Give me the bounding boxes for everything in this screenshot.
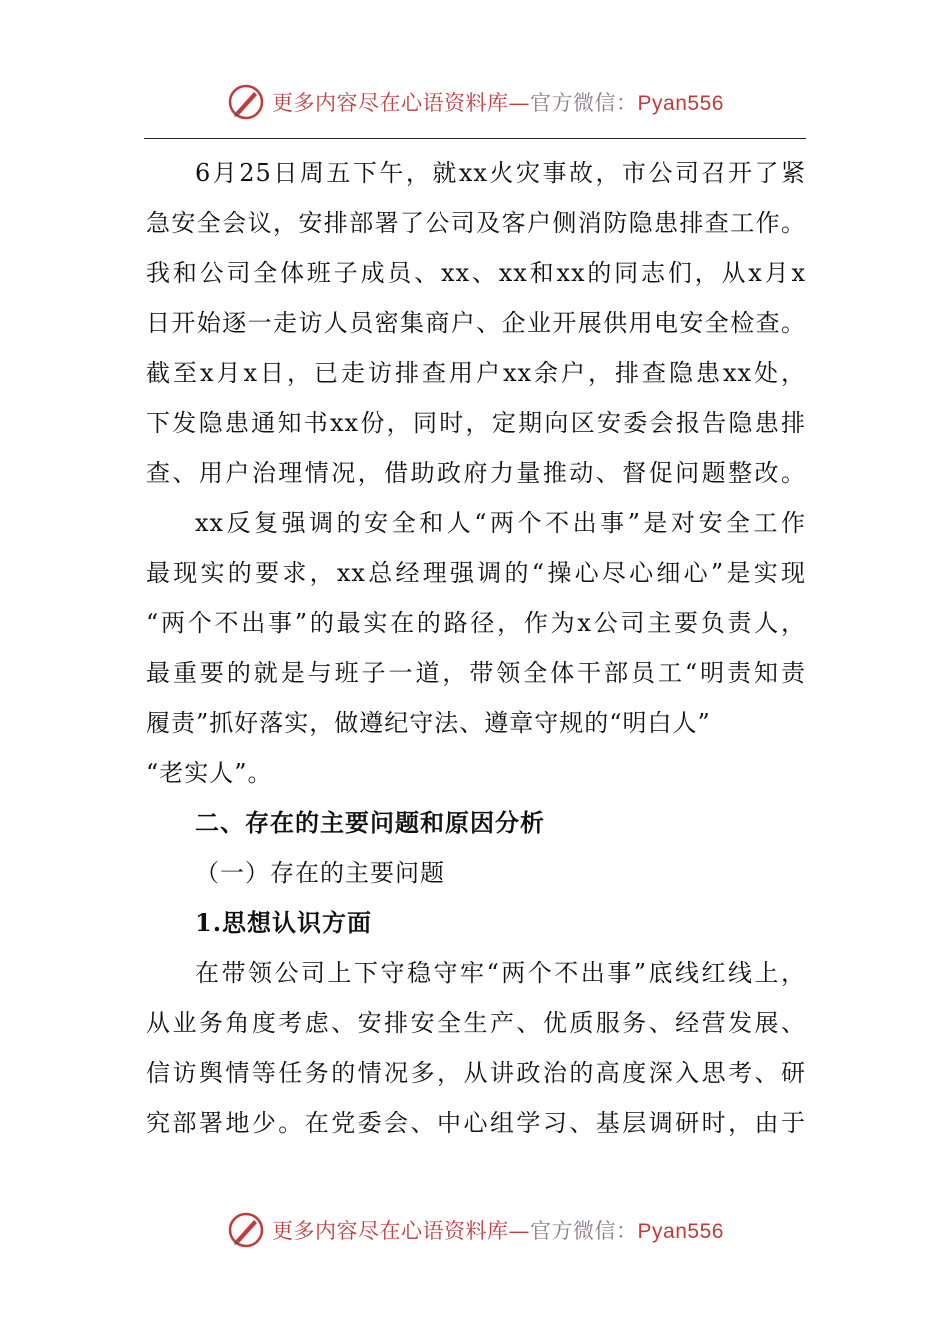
banner-wechat-id: Pyan556 <box>637 1220 724 1243</box>
header-banner <box>0 80 950 124</box>
body-line: 查、用户治理情况，借助政府力量推动、督促问题整改。 <box>146 459 806 487</box>
banner-wechat-label: 官方微信： <box>530 1219 638 1243</box>
body-line: xx反复强调的安全和人“两个不出事”是对安全工作 <box>195 509 806 537</box>
body-line: “老实人”。 <box>146 759 273 787</box>
pen-logo-icon <box>226 82 266 122</box>
body-line: 我和公司全体班子成员、xx、xx和xx的同志们，从x月x <box>146 259 806 287</box>
banner-dash: — <box>508 1219 531 1243</box>
body-line: 截至x月x日，已走访排查用户xx余户，排查隐患xx处， <box>146 359 806 387</box>
body-line: 下发隐患通知书xx份，同时，定期向区安委会报告隐患排 <box>146 409 806 437</box>
banner-cn-text: 更多内容尽在心语资料库 <box>272 91 509 115</box>
body-line: 信访舆情等任务的情况多，从讲政治的高度深入思考、研 <box>146 1059 806 1087</box>
banner-text <box>272 1215 724 1245</box>
body-line: 日开始逐一走访人员密集商户、企业开展供用电安全检查。 <box>146 309 806 337</box>
body-line: 最现实的要求，xx总经理强调的“操心尽心细心”是实现 <box>146 559 806 587</box>
body-line: “两个不出事”的最实在的路径，作为x公司主要负责人， <box>146 609 806 637</box>
document-body <box>146 148 806 1148</box>
banner-dash: — <box>508 91 531 115</box>
header-divider <box>144 138 806 139</box>
item-heading: 1.思想认识方面 <box>195 908 373 937</box>
body-line: 在带领公司上下守稳守牢“两个不出事”底线红线上， <box>195 959 806 987</box>
banner-text <box>272 87 724 117</box>
subsection-heading: （一）存在的主要问题 <box>195 859 445 887</box>
banner-cn-text: 更多内容尽在心语资料库 <box>272 1219 509 1243</box>
section-heading: 二、存在的主要问题和原因分析 <box>195 809 545 837</box>
body-line: 最重要的就是与班子一道，带领全体干部员工“明责知责 <box>146 659 806 687</box>
body-line: 急安全会议，安排部署了公司及客户侧消防隐患排查工作。 <box>146 209 806 237</box>
banner-wechat-id: Pyan556 <box>637 92 724 115</box>
body-line: 6月25日周五下午，就xx火灾事故，市公司召开了紧 <box>195 159 806 187</box>
footer-banner <box>0 1208 950 1252</box>
banner-wechat-label: 官方微信： <box>530 91 638 115</box>
body-line: 从业务角度考虑、安排安全生产、优质服务、经营发展、 <box>146 1009 806 1037</box>
pen-logo-icon <box>226 1210 266 1250</box>
body-line: 究部署地少。在党委会、中心组学习、基层调研时，由于 <box>146 1109 806 1137</box>
body-line: 履责”抓好落实，做遵纪守法、遵章守规的“明白人” <box>146 709 711 737</box>
